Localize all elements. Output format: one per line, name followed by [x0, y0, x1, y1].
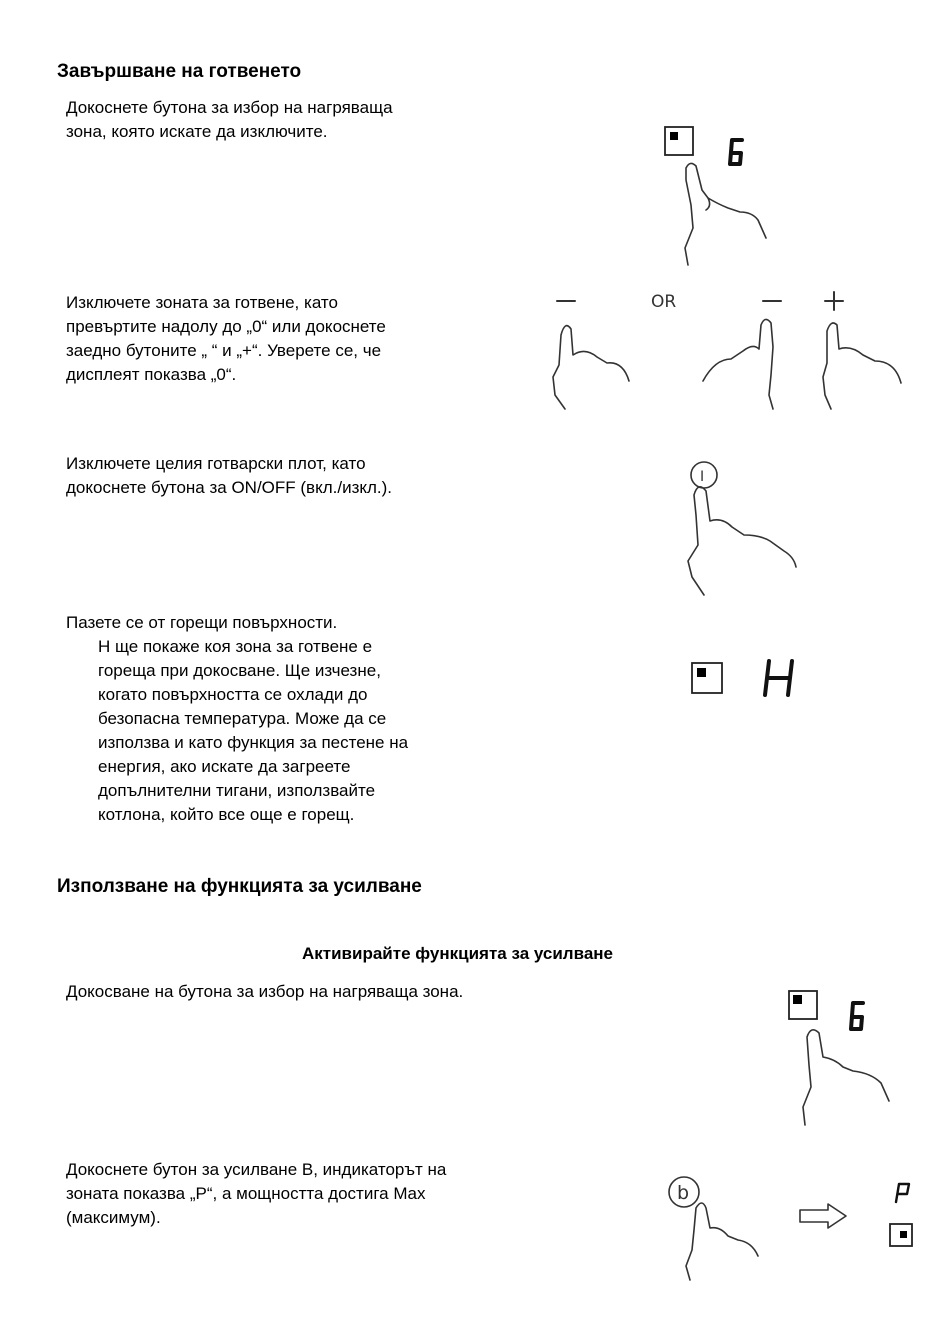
figure-on-off	[680, 455, 810, 600]
seven-segment-display	[730, 140, 742, 164]
finger-knuckle	[706, 198, 710, 210]
finger-icon	[685, 163, 766, 265]
finger-icon	[803, 1030, 889, 1125]
text-line: гореща при докосване. Ще изчезне,	[98, 661, 381, 680]
finger-icon	[688, 487, 796, 595]
finger-icon	[823, 323, 901, 409]
power-button-label: I	[700, 469, 705, 485]
text-line: енергия, ако искате да загреете	[98, 757, 351, 776]
subtitle-activate-boost: Активирайте функцията за усилване	[302, 944, 614, 963]
figure-boost-activate	[662, 1170, 922, 1285]
text-line: дисплеят показва „0“.	[66, 365, 237, 384]
text-line: Пазете се от горещи повърхности.	[66, 613, 338, 632]
text-line: използва и като функция за пестене на	[98, 733, 409, 752]
text-line: когато повърхността се охлади до	[98, 685, 368, 704]
boost-button-label: b	[677, 1182, 690, 1204]
section-title-boost-function: Използване на функцията за усилване	[57, 876, 422, 897]
figure-hot-indicator	[688, 655, 808, 705]
figure-select-zone	[660, 120, 780, 270]
arrow-right-icon	[800, 1204, 846, 1228]
step-turn-off-hob-text	[66, 452, 392, 500]
text-line: Изключете зоната за готвене, като	[66, 293, 338, 312]
text-line: Докосване на бутона за избор на нагряваща зона.	[66, 982, 464, 1001]
finger-icon	[686, 1203, 758, 1280]
finger-icon	[703, 319, 773, 409]
step-select-zone-text	[66, 96, 393, 144]
text-line: Изключете целия готварски плот, като	[66, 454, 366, 473]
text-line: Н ще покаже коя зона за готвене е	[98, 637, 373, 656]
zone-selector-dot	[670, 132, 678, 140]
text-line: зона, която искате да изключите.	[66, 122, 328, 141]
zone-selector-dot	[697, 668, 706, 677]
hot-display-h	[765, 661, 792, 695]
text-line: зоната показва „P“, а мощността достига Max	[66, 1184, 426, 1203]
figure-turn-off-zone	[545, 285, 915, 415]
text-line: безопасна температура. Може да се	[98, 709, 387, 728]
step-boost-text	[66, 1158, 446, 1230]
or-label: OR	[651, 292, 677, 312]
zone-selector-dot	[900, 1231, 907, 1238]
finger-icon	[553, 326, 629, 409]
step-turn-off-zone-text	[66, 291, 386, 387]
step-touch-zone-text	[66, 980, 463, 1004]
text-line: Докоснете бутон за усилване B, индикаторът на	[66, 1160, 447, 1179]
text-line: (максимум).	[66, 1208, 161, 1227]
text-line: Докоснете бутона за избор на нагряваща	[66, 98, 393, 117]
text-line: котлона, който все още е горещ.	[98, 805, 355, 824]
figure-boost-select-zone	[783, 985, 913, 1135]
zone-selector-icon	[692, 663, 722, 693]
text-line: превъртите надолу до „0“ или докоснете	[66, 317, 386, 336]
section-title-finish-cooking: Завършване на готвенето	[57, 61, 302, 82]
text-line: допълнителни тигани, използвайте	[98, 781, 376, 800]
text-line: заедно бутоните „ “ и „+“. Уверете се, че	[66, 341, 382, 360]
seven-segment-display	[851, 1003, 863, 1029]
boost-display-p	[896, 1184, 909, 1202]
step-hot-surface-text	[66, 611, 408, 827]
zone-selector-dot	[793, 995, 802, 1004]
zone-selector-icon	[665, 127, 693, 155]
text-line: докоснете бутона за ON/OFF (вкл./изкл.).	[66, 478, 393, 497]
